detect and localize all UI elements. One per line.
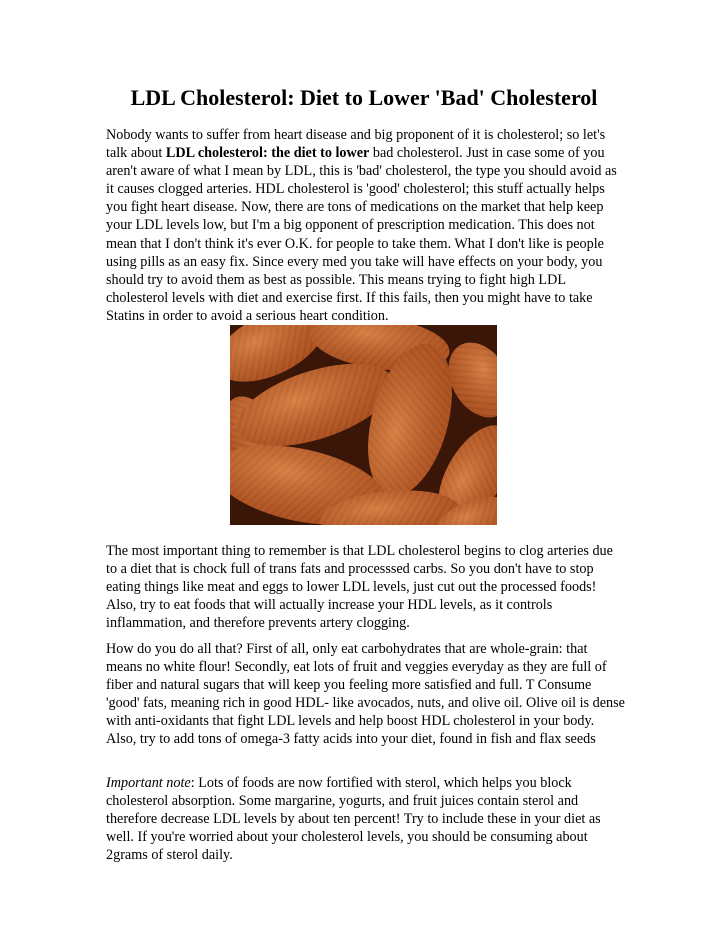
intro-paragraph [106,126,626,325]
important-note-paragraph [106,774,626,864]
intro-bold-phrase: LDL cholesterol: the diet to lower [165,145,370,162]
body-paragraph-ldl: The most important thing to remember is that LDL cholesterol begins to clog arteries due to a diet that is chock full of trans fats and processsed carbs. So you don't have to stop eating things like meat and eggs to lower LDL levels, just cut out the processed foods! Also, try to eat foods that will actually increase your HDL levels, as it controls inflammation, and therefore prevents artery clogging. [106,543,613,632]
intro-text-end: bad cholesterol. Just in case some of you aren't aware of what I mean by LDL, this is 'bad' cholesterol, the type you should avoid as it causes clogged arteries. HDL cholesterol is 'good' cholesterol; this stuff actually helps you fight heart disease. Now, there are tons of medications on the market that help keep your LDL levels low, but I'm a big opponent of prescription medication. This does not mean that I don't think it's ever O.K. for people to take them. What I don't like is people using pills as an easy fix. Since every med you take will have effects on your body, you should try to avoid them as best as possible. This means trying to fight high LDL cholesterol levels with diet and exercise first. If this fails, then you might have to take Statins in order to avoid a serious heart condition. [106,145,617,324]
important-note-label: Important note [106,775,191,791]
intro-text-start: Nobody wants to suffer from heart disease and big proponent of it is cholesterol; so let's talk about [106,127,606,162]
body-paragraph-diet-tips: How do you do all that? First of all, only eat carbohydrates that are whole-grain: that means no white flour! Secondly, eat lots of fruit and veggies everyday as they are full of fiber and natural sugars that will keep you feeling more satisfied and full. T Consume 'good' fats, meaning rich in good HDL- like avocados, nuts, and olive oil. Olive oil is dense with anti-oxidants that fight LDL levels and help boost HDL cholesterol in your body. Also, try to add tons of omega-3 fatty acids into your diet, found in fish and flax seeds [106,641,625,748]
important-note-text: : Lots of foods are now fortified with sterol, which helps you block cholesterol absorption. Some margarine, yogurts, and fruit juices contain sterol and therefore decrease LDL levels by about ten percent! Try to include these in your diet as well. If you're worried about your cholesterol levels, you should be consuming about 2grams of sterol daily. [106,775,601,864]
almonds-photo [230,325,497,525]
page-title: LDL Cholesterol: Diet to Lower 'Bad' Cholesterol [130,85,598,110]
